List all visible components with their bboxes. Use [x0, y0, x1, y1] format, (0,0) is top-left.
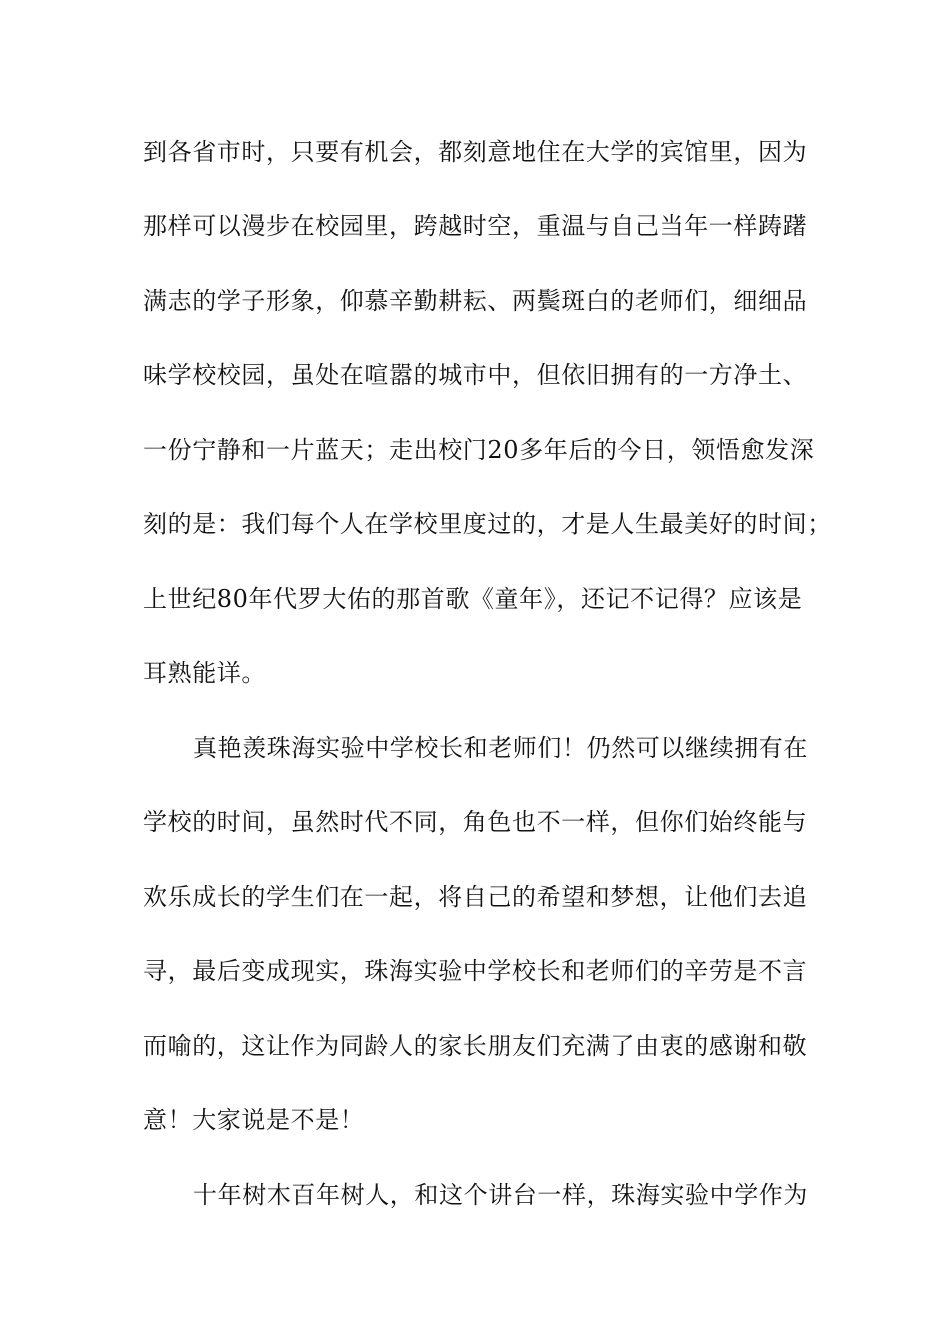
text-line: 上世纪80年代罗大佑的那首歌《童年》，还记不记得？应该是: [143, 585, 803, 613]
text-line: 满志的学子形象，仰慕辛勤耕耘、两鬓斑白的老师们，细细品: [143, 287, 808, 315]
text-line: 寻，最后变成现实，珠海实验中学校长和老师们的辛劳是不言: [143, 957, 808, 985]
text-line: 意！大家说是不是！: [143, 1106, 365, 1134]
text-line: 耳熟能详。: [143, 659, 266, 687]
text-line: 到各省市时，只要有机会，都刻意地住在大学的宾馆里，因为: [143, 138, 808, 166]
text-line: 学校的时间，虽然时代不同，角色也不一样，但你们始终能与: [143, 808, 808, 836]
paragraph-start-line: 真艳羡珠海实验中学校长和老师们！仍然可以继续拥有在: [193, 734, 808, 762]
paragraph-start-line: 十年树木百年树人，和这个讲台一样，珠海实验中学作为: [193, 1181, 808, 1209]
text-line: 味学校校园，虽处在喧嚣的城市中，但依旧拥有的一方净土、: [143, 361, 808, 389]
text-line: 那样可以漫步在校园里，跨越时空，重温与自己当年一样踌躇: [143, 212, 808, 240]
text-line: 欢乐成长的学生们在一起，将自己的希望和梦想，让他们去追: [143, 883, 808, 911]
text-line: 而喻的，这让作为同龄人的家长朋友们充满了由衷的感谢和敬: [143, 1032, 808, 1060]
text-line: 一份宁静和一片蓝天；走出校门20多年后的今日，领悟愈发深: [143, 436, 815, 464]
text-line: 刻的是：我们每个人在学校里度过的，才是人生最美好的时间；: [143, 510, 832, 538]
